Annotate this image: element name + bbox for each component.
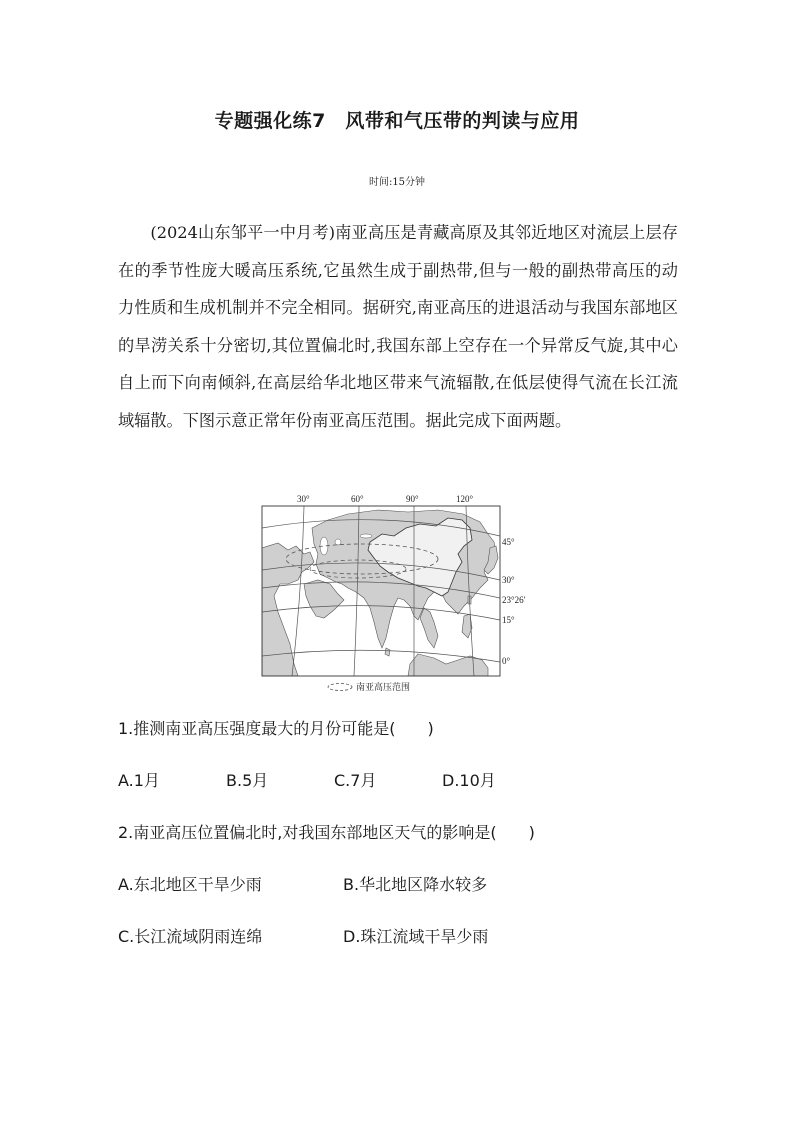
q1-option-b: B.5月 [226, 771, 269, 790]
passage-text: (2024山东邹平一中月考)南亚高压是青藏高原及其邻近地区对流层上层存在的季节性庞大暖高压系统,它虽然生成于副热带,但与一般的副热带高压的动力性质和生成机制并不完全相同。据研究,南亚高压的进退活动与我国东部地区的旱涝关系十分密切,其位置偏北时,我国东部上空存在一个异常反气旋,其中心自上而下向南倾斜,在高层给华北地区带来气流辐散,在低层使得气流在长江流域辐散。下图示意正常年份南亚高压范围。据此完成下面两题。 [118, 223, 678, 430]
q2-option-b: B.华北地区降水较多 [343, 875, 488, 894]
question-1-stem: 1.推测南亚高压强度最大的月份可能是( ) [118, 719, 434, 738]
page-title: 专题强化练7 风带和气压带的判读与应用 [214, 110, 580, 132]
lat-label-45: 45° [502, 537, 515, 547]
question-2-stem: 2.南亚高压位置偏北时,对我国东部地区天气的影响是( ) [118, 823, 535, 842]
q2-option-a: A.东北地区干旱少雨 [118, 875, 262, 894]
lat-label-23: 23°26′ [502, 595, 526, 605]
lake-aral [335, 539, 341, 545]
lat-label-0: 0° [502, 656, 511, 666]
lon-label-60: 60° [351, 494, 364, 504]
lon-label-90: 90° [406, 494, 419, 504]
q1-option-c: C.7月 [334, 771, 377, 790]
south-asia-high-map [258, 488, 528, 698]
lat-label-30: 30° [502, 575, 515, 585]
lake-balkhash [360, 534, 372, 538]
q2-option-d: D.珠江流域干旱少雨 [343, 927, 489, 946]
legend-symbol [328, 684, 352, 691]
legend-label: 南亚高压范围 [356, 683, 411, 693]
q1-option-d: D.10月 [442, 771, 496, 790]
lon-label-120: 120° [456, 494, 474, 504]
time-limit: 时间:15分钟 [368, 177, 426, 188]
lon-label-30: 30° [297, 494, 310, 504]
q1-option-a: A.1月 [118, 771, 160, 790]
lat-label-15: 15° [502, 615, 515, 625]
q2-option-c: C.长江流域阴雨连绵 [118, 927, 263, 946]
